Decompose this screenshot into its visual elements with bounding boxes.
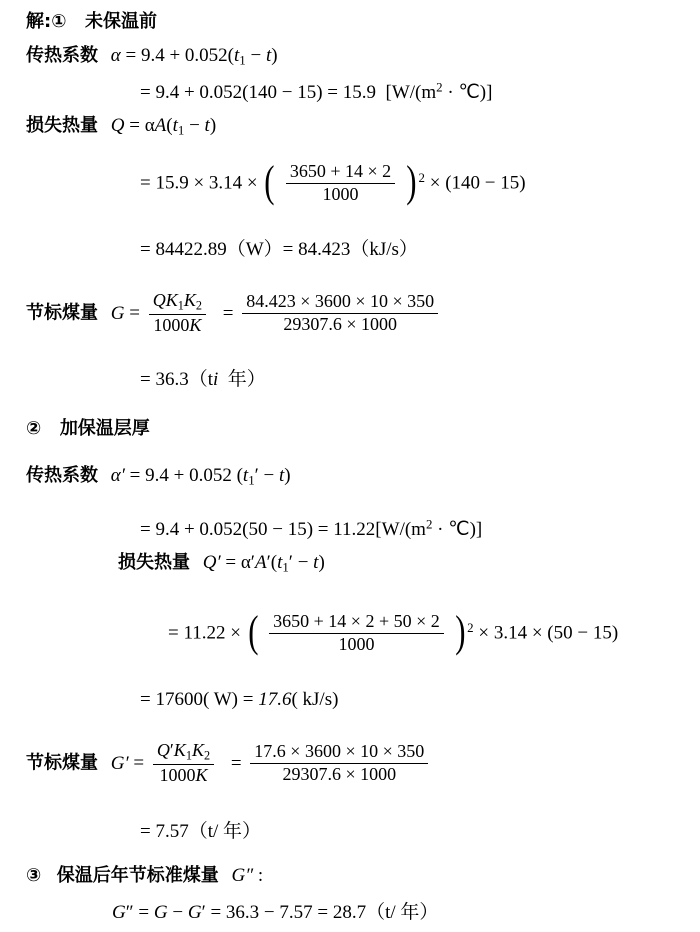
alpha-symbol: α [110,45,121,66]
square-exponent: 2 [418,170,425,186]
coal-value-denominator-2: 29307.6 × 1000 [282,763,397,784]
alpha-prime-value-text: = $9.4 + 0.052(50 - 15) = 11.22[W/(m^2$ · ℃)] [140,517,483,541]
q-prime-sub-prefix: = 11.22 × [168,622,241,644]
equation-coal-result-2 [140,822,261,843]
left-paren-icon-2: ( [247,607,259,657]
heat-transfer-coefficient-label: 传热系数 [26,45,98,66]
equation-heat-loss2-substitution [168,607,619,657]
solution-heading-1-text: 未保温前 [85,11,158,32]
diameter-numerator: 3650 + 14 × 2 [286,162,395,184]
coal-formula-denominator: 1000K [153,314,202,335]
equation-heat-loss2-result [140,690,338,711]
q-sub-prefix: = 15.9 × 3.14 × [140,172,258,194]
equation-alpha-value [140,81,492,104]
equation-heat-loss-substitution [140,157,526,207]
q-prime-formula: = $\alpha'A'(t_1' - t)$ [225,552,325,575]
q-sub-suffix: × (140 − 15) [429,172,526,194]
equation-alpha2-definition [26,466,291,488]
coal-value-fraction-2 [250,742,428,785]
q-symbol: Q [110,115,125,136]
solution-heading-3-number: ③ [26,865,42,886]
heat-transfer-coefficient-label-2: 传热系数 [26,465,98,486]
right-paren-icon-2: ) [454,607,465,657]
g-prime-symbol: G′ [110,752,129,774]
alpha-prime-formula: = 9.4 + 0.052 $(t_1' - t)$ [129,465,291,488]
alpha-value-text: = 9.4 + 0.052(140 − 15) = 15.9 [$W/(m^2$ · ℃)] [140,80,493,104]
g-double-prime-symbol: G″ [231,865,254,886]
diameter-fraction [286,162,395,205]
equation-final-result [112,903,438,924]
coal-value-numerator: 84.423 × 3600 × 10 × 350 [242,292,438,314]
q-formula: = $\alpha A(t_1 - t)$ [129,115,217,138]
alpha-prime-symbol: α′ [110,465,125,486]
coal-formula-numerator-2: $Q'K_1K_2$ [153,741,214,765]
coal-value-denominator: 29307.6 × 1000 [283,313,398,334]
diameter-fraction-2 [269,612,444,655]
q-prime-result-text: = 17600( W) = 17.6( kJ/s) [140,689,339,710]
equation-coal-result [140,370,266,391]
standard-coal-label-2: 节标煤量 [26,752,98,774]
equation-heat-loss-definition [26,116,216,138]
coal-formula-fraction-2 [153,741,214,786]
solution-heading-3 [26,866,263,887]
coal-result-text: = 36.3（ti 年） [140,369,266,390]
alpha-formula: = $9.4 + 0.052(t_1 - t)$ [125,45,278,68]
solution-heading-2 [26,419,150,439]
solution-heading-1 [26,12,157,32]
coal-value-numerator-2: 17.6 × 3600 × 10 × 350 [250,742,428,764]
solution-label: 解:① [26,11,67,32]
q-prime-sub-suffix: × 3.14 × (50 − 15) [478,622,619,644]
final-result-text: G″ = G − G′ = 36.3 − 7.57 = 28.7（t/ 年） [112,902,439,923]
equation-heat-loss-result [140,240,418,261]
solution-heading-3-text: 保温后年节标准煤量 [56,865,219,886]
coal-result-text-2: = 7.57（t/ 年） [140,821,262,842]
coal-value-fraction [242,292,438,335]
q-prime-symbol: Q′ [202,552,221,573]
g-equals-1: = [129,302,140,324]
diameter-denominator-2: 1000 [338,633,375,654]
heat-loss-label-2: 损失热量 [118,552,190,573]
heat-loss-label: 损失热量 [26,115,98,136]
square-exponent-2: 2 [467,620,474,636]
equation-heat-loss2-definition [118,553,325,575]
solution-heading-2-text: 加保温层厚 [59,418,150,439]
diameter-numerator-2: 3650 + 14 × 2 + 50 × 2 [269,612,444,634]
g-symbol: G [110,302,125,324]
equation-coal-saving-definition [26,292,442,337]
solution-heading-2-number: ② [26,418,42,439]
q-result-text: = 84422.89（W）= 84.423（kJ/s） [140,239,418,260]
equation-alpha2-value [140,518,482,541]
right-paren-icon: ) [406,157,417,207]
coal-formula-fraction [149,291,206,336]
coal-formula-denominator-2: 1000K [159,764,208,785]
heading-3-colon: : [257,865,264,886]
standard-coal-label: 节标煤量 [26,302,98,324]
diameter-denominator: 1000 [322,183,359,204]
g-equals-2: = [222,302,234,324]
left-paren-icon: ( [264,157,275,207]
coal-formula-numerator: $QK_1K_2$ [149,291,206,315]
g-prime-equals-2: = [230,752,242,774]
g-prime-equals-1: = [133,752,145,774]
equation-alpha-definition [26,46,278,68]
equation-coal-saving2-definition [26,742,432,787]
